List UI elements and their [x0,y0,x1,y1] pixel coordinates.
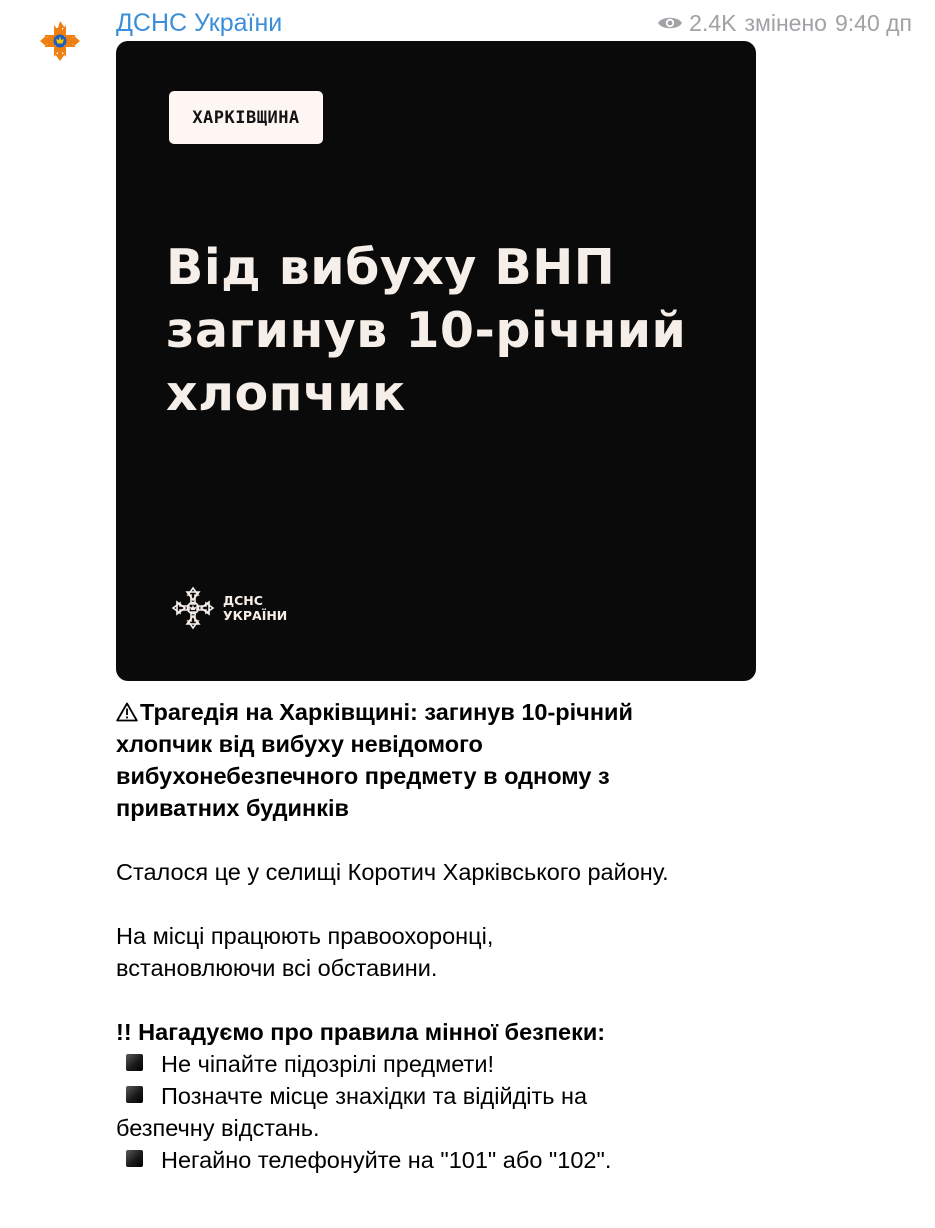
logo-line: ДСНС [223,593,263,608]
channel-name[interactable]: ДСНС України [116,9,283,37]
headline-line: Від вибуху ВНП [166,239,616,296]
rule-text: Не чіпайте підозрілі предмети! [161,1051,494,1077]
message-time: 9:40 дп [834,9,912,36]
message-meta [657,7,912,39]
image-headline [166,236,736,425]
channel-avatar[interactable] [38,19,82,63]
edited-label: змінено [744,9,827,36]
logo-line: УКРАЇНИ [223,608,288,623]
eye-icon [657,14,683,32]
post-title-text: Трагедія на Харківщині: загинув 10-річний хлопчик від вибуху невідомого вибухонебезпечного предмету в одному з приватних будинків [116,699,633,821]
post-image[interactable] [116,41,756,681]
views-count: 2.4K [689,9,737,36]
image-logo [170,585,287,631]
region-tag: ХАРКІВЩИНА [169,91,323,144]
post-text [116,696,916,1176]
rule-text: Позначте місце знахідки та відійдіть на безпечну відстань. [116,1083,588,1141]
reminder-heading: !! Нагадуємо про правила мінної безпеки: [116,1019,606,1045]
headline-line: загинув 10-річний [166,302,687,359]
black-square-icon [126,1150,143,1167]
rule-text: Негайно телефонуйте на "101" або "102". [161,1147,612,1173]
post-paragraph: Сталося це у селищі Коротич Харківського району. [116,859,669,885]
logo-text [223,593,287,623]
dsns-emblem-icon [38,19,82,63]
post-title [116,696,716,824]
black-square-icon [126,1086,143,1103]
rule-item [116,1080,676,1144]
warning-triangle-icon [116,702,138,722]
rule-item [116,1048,916,1080]
headline-line: хлопчик [166,365,406,422]
rule-item [116,1144,916,1176]
black-square-icon [126,1054,143,1071]
post-paragraph: На місці працюють правоохоронці, встановлюючи всі обставини. [116,923,494,981]
dsns-cross-icon [170,585,216,631]
